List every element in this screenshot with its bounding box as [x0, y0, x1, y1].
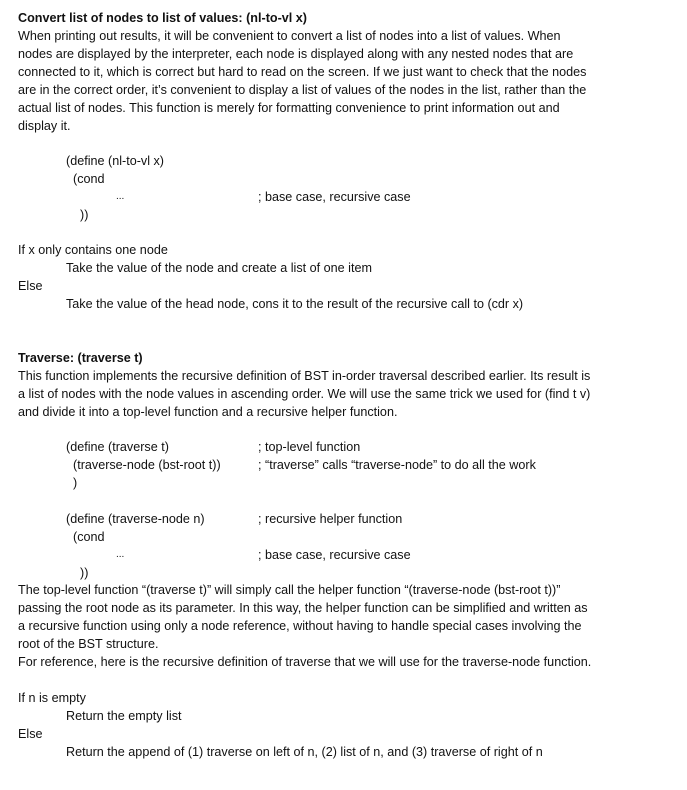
- section2-para-line: and divide it into a top-level function and a recursive helper function.: [18, 405, 398, 419]
- code-define-traverse: (define (traverse t): [66, 440, 169, 454]
- code-comment: ; “traverse” calls “traverse-node” to do all the work: [258, 458, 536, 472]
- section2-heading: Traverse: (traverse t): [18, 351, 143, 365]
- code-cond: (cond: [73, 172, 105, 186]
- code-define-nl-to-vl: (define (nl-to-vl x): [66, 154, 164, 168]
- logic-else-line: Take the value of the head node, cons it to the result of the recursive call to (cdr x): [66, 297, 524, 311]
- code-ellipsis: ...: [116, 191, 125, 202]
- code-define-traverse-node: (define (traverse-node n): [66, 512, 205, 526]
- section1-para-line: display it.: [18, 119, 71, 133]
- section2-para-line: This function implements the recursive definition of BST in-order traversal described earlier. Its result is: [18, 369, 591, 383]
- logic-if-line: If x only contains one node: [18, 243, 168, 257]
- section1-para-line: connected to it, which is correct but hard to read on the screen. If we just want to check that the nodes: [18, 65, 587, 79]
- code-close: ): [73, 476, 78, 490]
- code-comment: ; top-level function: [258, 440, 361, 454]
- section1-para-line: nodes are displayed by the interpreter, each node is displayed along with any nested nodes that are: [18, 47, 574, 61]
- code-close: )): [80, 208, 89, 222]
- section2-para2-line: The top-level function “(traverse t)” will simply call the helper function “(traverse-node (bst-root t))”: [18, 583, 561, 597]
- logic-if-line: If n is empty: [18, 691, 86, 705]
- code-comment: ; recursive helper function: [258, 512, 403, 526]
- section1-para-line: are in the correct order, it’s convenient to display a list of values of the nodes in the list, rather than the: [18, 83, 587, 97]
- code-ellipsis: ...: [116, 549, 125, 560]
- code-cond: (cond: [73, 530, 105, 544]
- section1-para-line: When printing out results, it will be convenient to convert a list of nodes into a list of values. When: [18, 29, 561, 43]
- logic-else-label: Else: [18, 727, 43, 741]
- logic-else-line: Return the append of (1) traverse on left of n, (2) list of n, and (3) traverse of right of n: [66, 745, 543, 759]
- section2-para2-line: a recursive function using only a node reference, without having to handle special cases involving the: [18, 619, 582, 633]
- code-comment: ; base case, recursive case: [258, 190, 411, 204]
- logic-then-line: Return the empty list: [66, 709, 182, 723]
- logic-else-label: Else: [18, 279, 43, 293]
- code-call-traverse-node: (traverse-node (bst-root t)): [73, 458, 221, 472]
- section2-para-line: a list of nodes with the node values in ascending order. We will use the same trick we used for (find t v): [18, 387, 591, 401]
- section1-para-line: actual list of nodes. This function is merely for formatting convenience to print information out and: [18, 101, 560, 115]
- section2-para2-line: passing the root node as its parameter. In this way, the helper function can be simplified and written as: [18, 601, 588, 615]
- code-close: )): [80, 566, 89, 580]
- section2-para2-line: root of the BST structure.: [18, 637, 159, 651]
- section2-para2-line: For reference, here is the recursive definition of traverse that we will use for the traverse-node function.: [18, 655, 592, 669]
- code-comment: ; base case, recursive case: [258, 548, 411, 562]
- logic-then-line: Take the value of the node and create a list of one item: [66, 261, 372, 275]
- section1-heading: Convert list of nodes to list of values: (nl-to-vl x): [18, 11, 307, 25]
